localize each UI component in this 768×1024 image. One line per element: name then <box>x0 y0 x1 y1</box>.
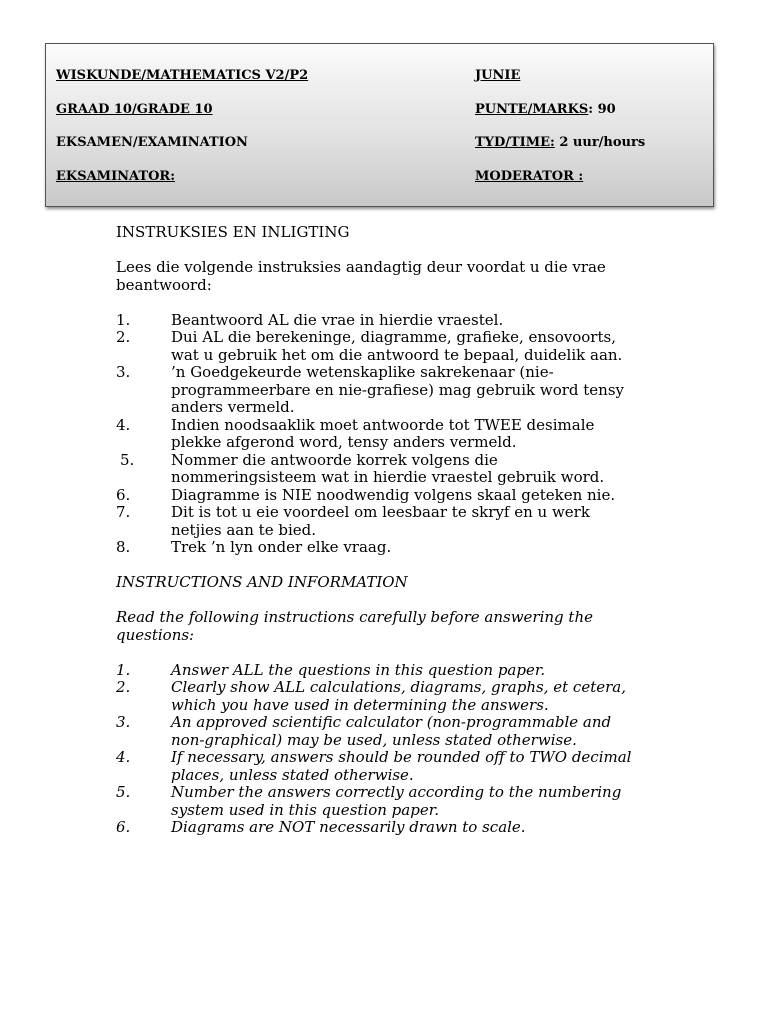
afrikaans-intro: Lees die volgende instruksies aandagtig deur voordat u die vrae beantwoord: <box>116 258 606 294</box>
grade-label: GRAAD 10/GRADE 10 <box>56 102 213 117</box>
item-number: 5. <box>116 783 131 801</box>
marks-label: PUNTE/MARKS <box>475 102 589 117</box>
list-item <box>116 539 636 557</box>
item-text: If necessary, answers should be rounded off to TWO decimal places, unless stated otherwise. <box>171 748 632 784</box>
item-text: Indien noodsaaklik moet antwoorde tot TWEE desimale plekke afgerond word, tensy anders vermeld. <box>171 415 595 451</box>
header-row-grade <box>56 102 703 122</box>
list-item <box>116 487 636 505</box>
item-text: Answer ALL the questions in this question paper. <box>171 660 546 679</box>
item-text: Trek ’n lyn onder elke vraag. <box>171 538 392 556</box>
item-text: Dui AL die berekeninge, diagramme, grafieke, ensovoorts, wat u gebruik het om die antwoord te bepaal, duidelik aan. <box>171 328 623 364</box>
english-heading: INSTRUCTIONS AND INFORMATION <box>116 573 408 591</box>
instructions-content <box>116 224 636 837</box>
header-row-exam <box>56 135 703 155</box>
item-text: Nommer die antwoorde korrek volgens die nommeringsisteem wat in hierdie vraestel gebruik word. <box>171 450 605 486</box>
time-field <box>475 135 645 150</box>
afrikaans-instruction-list <box>116 312 636 557</box>
item-number: 6. <box>116 818 131 836</box>
list-item <box>116 819 636 837</box>
english-instruction-list <box>116 662 636 837</box>
item-number: 6. <box>116 485 131 504</box>
item-text: Diagrams are NOT necessarily drawn to scale. <box>171 818 526 836</box>
marks-field <box>475 102 616 117</box>
list-item <box>116 417 636 452</box>
afrikaans-heading: INSTRUKSIES EN INLIGTING <box>116 223 350 241</box>
time-label: TYD/TIME: <box>475 135 555 150</box>
list-item <box>116 329 636 364</box>
moderator-label: MODERATOR : <box>475 169 584 184</box>
item-text: Beantwoord AL die vrae in hierdie vraestel. <box>171 310 504 329</box>
item-number: 4. <box>116 415 131 434</box>
list-item <box>116 364 636 417</box>
item-number: 1. <box>116 660 131 679</box>
item-number: 3. <box>116 713 131 731</box>
list-item <box>116 679 636 714</box>
item-text: ’n Goedgekeurde wetenskaplike sakrekenaar (nie-programmeerbare en nie-grafiese) mag gebruik word tensy anders vermeld. <box>171 363 625 416</box>
header-row-subject <box>56 68 703 88</box>
item-number: 2. <box>116 328 131 346</box>
list-item <box>116 312 636 330</box>
list-item <box>116 504 636 539</box>
list-item <box>116 452 636 487</box>
exam-header-box <box>45 43 714 207</box>
month-label: JUNIE <box>475 68 521 83</box>
time-value: 2 uur/hours <box>554 135 646 150</box>
item-number: 4. <box>116 748 131 766</box>
marks-value: : 90 <box>588 102 616 117</box>
list-item <box>116 784 636 819</box>
examiner-label: EKSAMINATOR: <box>56 169 176 184</box>
exam-label: EKSAMEN/EXAMINATION <box>56 135 248 150</box>
list-item <box>116 662 636 680</box>
item-text: Dit is tot u eie voordeel om leesbaar te skryf en u werk netjies aan te bied. <box>171 503 590 539</box>
item-number: 7. <box>116 503 131 521</box>
english-intro: Read the following instructions carefully before answering the questions: <box>116 608 593 644</box>
header-row-examiner <box>56 169 703 189</box>
item-number: 2. <box>116 678 131 696</box>
item-text: Clearly show ALL calculations, diagrams, graphs, et cetera, which you have used in determining the answers. <box>171 678 626 714</box>
list-item <box>116 749 636 784</box>
item-number: 1. <box>116 310 131 329</box>
item-text: Number the answers correctly according to the numbering system used in this question paper. <box>171 783 622 819</box>
item-text: Diagramme is NIE noodwendig volgens skaal geteken nie. <box>171 485 616 504</box>
list-item <box>116 714 636 749</box>
item-number: 5. <box>120 450 135 469</box>
item-number: 3. <box>116 363 131 381</box>
item-text: An approved scientific calculator (non-programmable and non-graphical) may be used, unless stated otherwise. <box>171 713 612 749</box>
subject-label: WISKUNDE/MATHEMATICS V2/P2 <box>56 68 309 83</box>
item-number: 8. <box>116 538 131 556</box>
